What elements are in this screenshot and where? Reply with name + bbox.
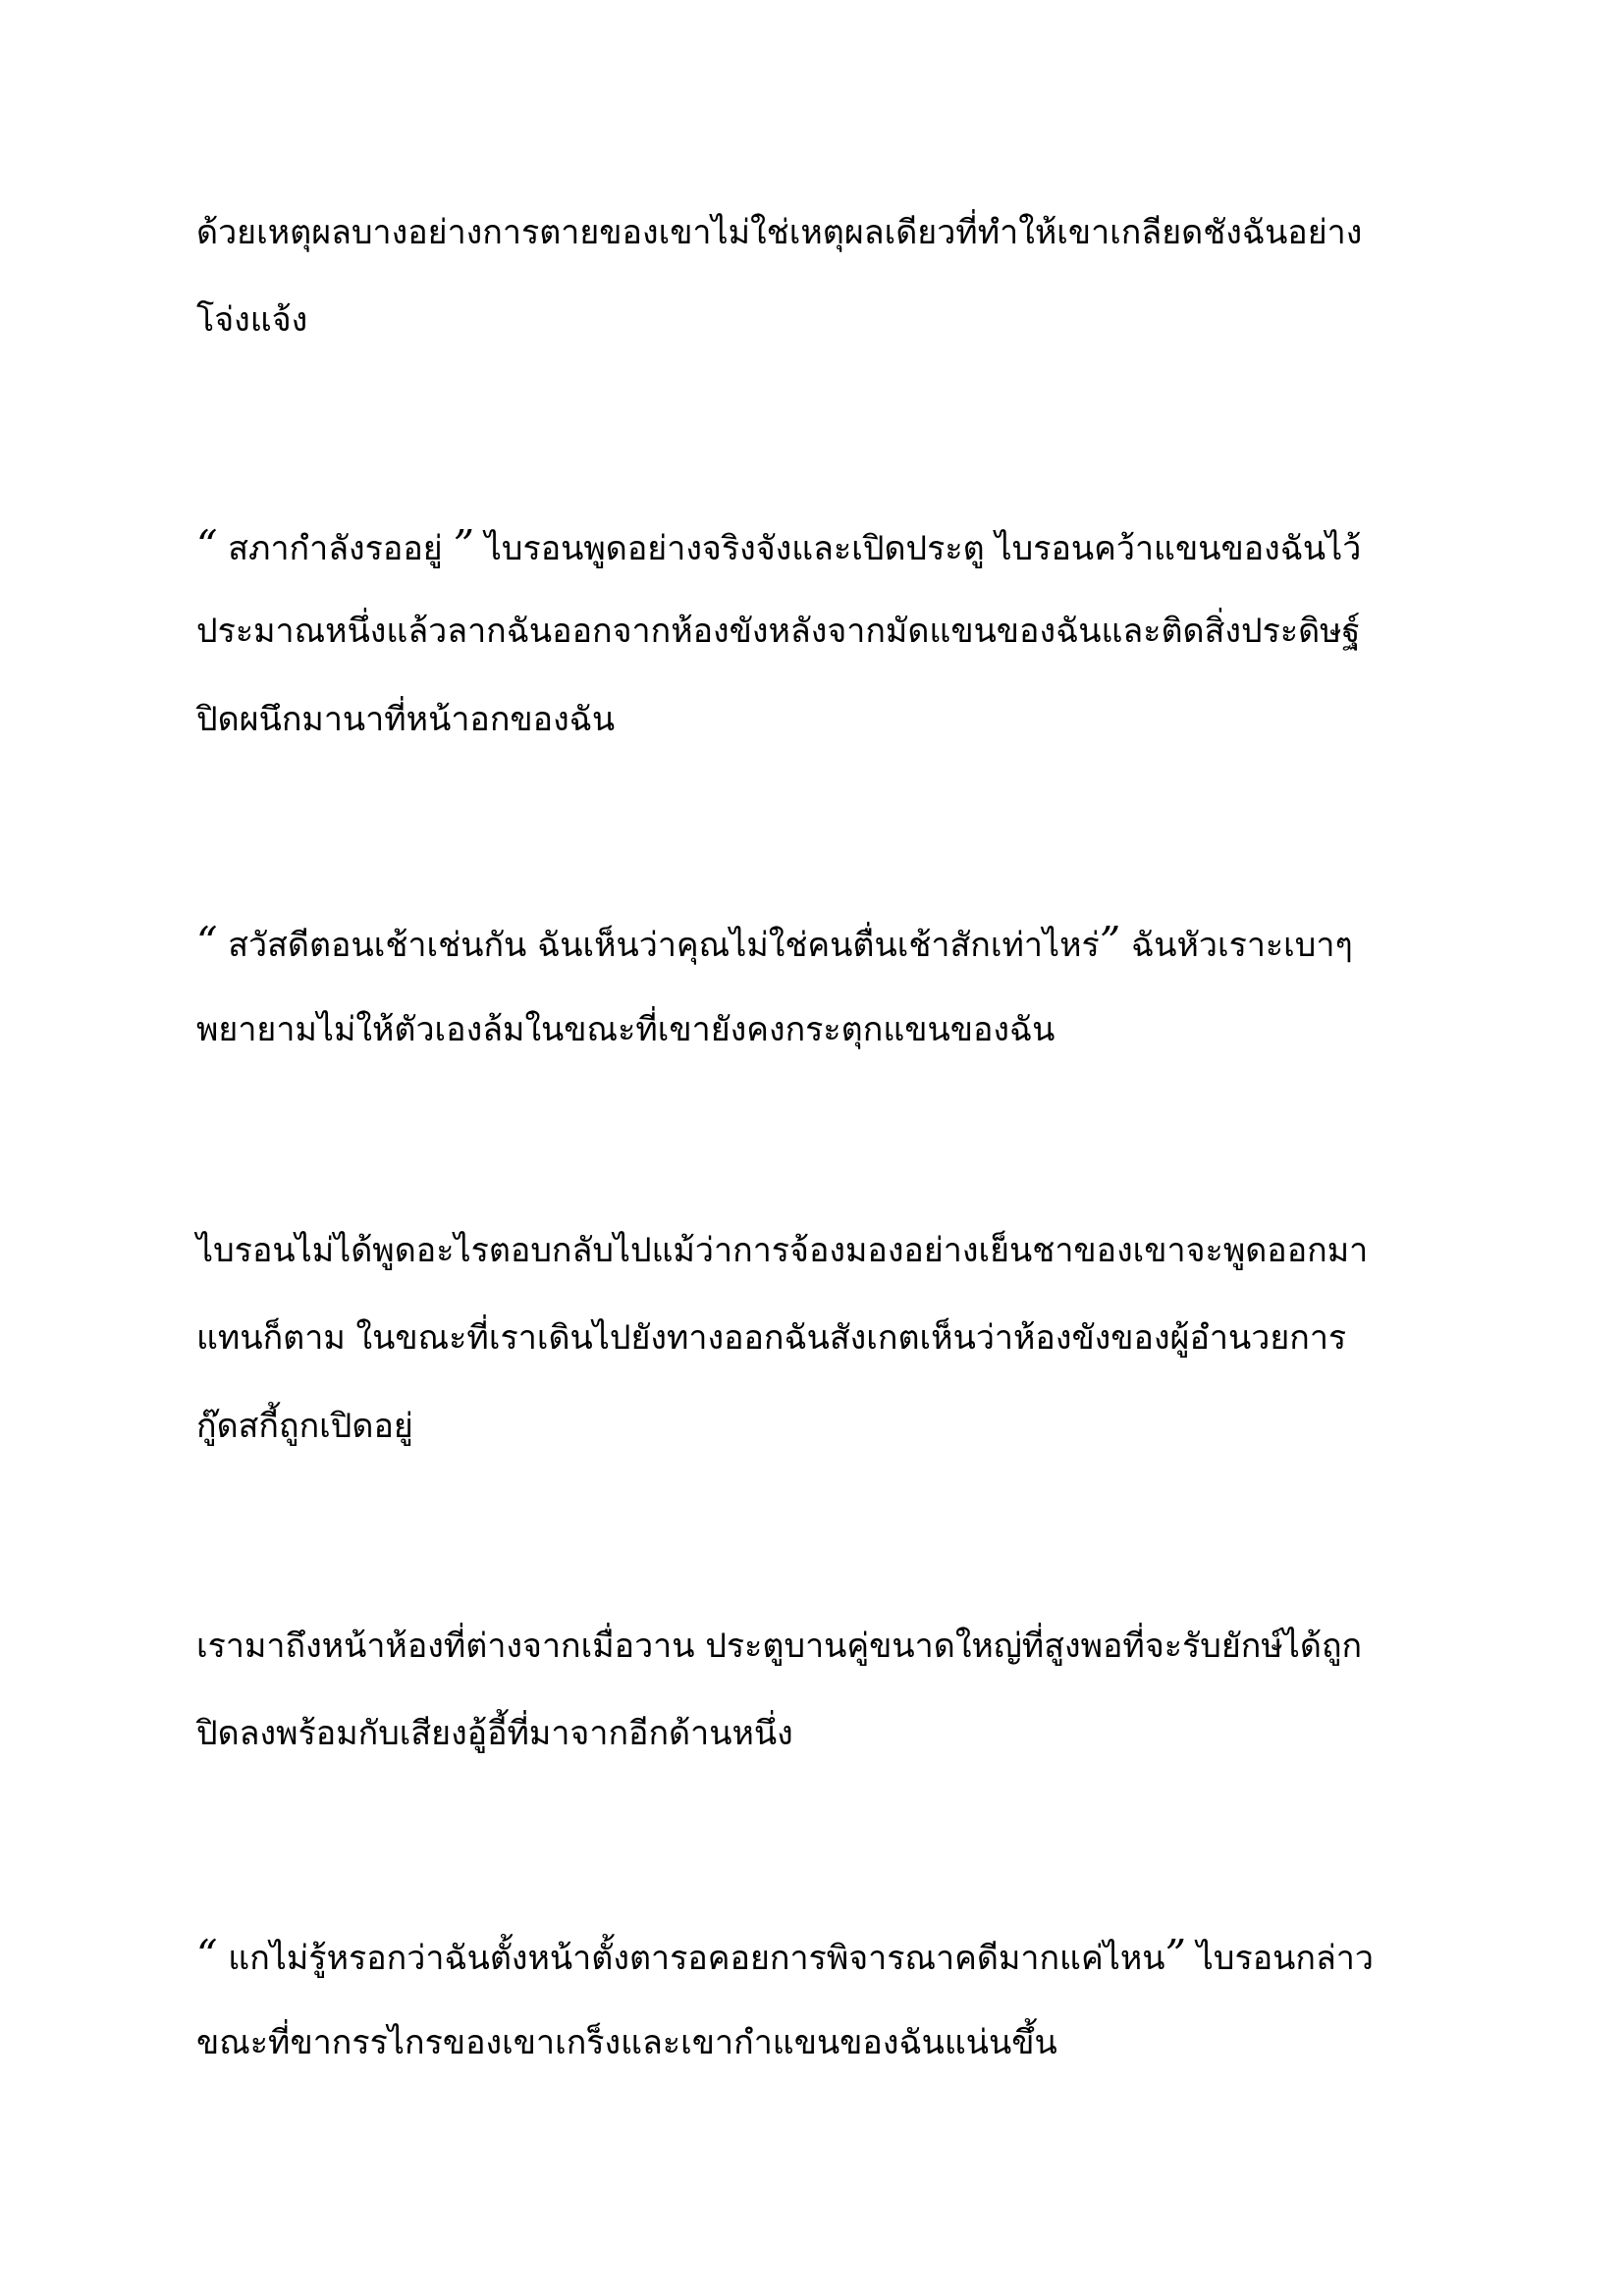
paragraph-2-line-1: “ สภากำลังรออยู่ ” ไบรอนพูดอย่างจริงจังและเปิดประตู ไบรอนคว้าแขนของฉันไว้ bbox=[196, 521, 1362, 569]
paragraph-1-line-1: ด้วยเหตุผลบางอย่างการตายของเขาไม่ใช่เหตุผลเดียวที่ทำให้เขาเกลียดชังฉันอย่าง bbox=[196, 213, 1363, 252]
paragraph-6-line-1: “ แกไม่รู้หรอกว่าฉันตั้งหน้าตั้งตารอคอยการพิจารณาคดีมากแค่ไหน” ไบรอนกล่าว bbox=[196, 1931, 1374, 1979]
paragraph-4-line-1: ไบรอนไม่ได้พูดอะไรตอบกลับไปแม้ว่าการจ้องมองอย่างเย็นชาของเขาจะพูดออกมา bbox=[196, 1231, 1369, 1270]
paragraph-2-line-2: ประมาณหนึ่งแล้วลากฉันออกจากห้องขังหลังจากมัดแขนของฉันและติดสิ่งประดิษฐ์ bbox=[196, 612, 1361, 651]
paragraph-4-line-2: แทนก็ตาม ในขณะที่เราเดินไปยังทางออกฉันสังเกตเห็นว่าห้องขังของผู้อำนวยการ bbox=[196, 1318, 1347, 1358]
paragraph-4-line-3: กู๊ดสกี้ถูกเปิดอยู่ bbox=[196, 1407, 413, 1446]
paragraph-3-line-2: พยายามไม่ให้ตัวเองล้มในขณะที่เขายังคงกระตุกแขนของฉัน bbox=[196, 1010, 1056, 1049]
paragraph-5-line-1: เรามาถึงหน้าห้องที่ต่างจากเมื่อวาน ประตูบานคู่ขนาดใหญ่ที่สูงพอที่จะรับยักษ์ได้ถูก bbox=[196, 1627, 1363, 1666]
paragraph-3-line-1: “ สวัสดีตอนเช้าเช่นกัน ฉันเห็นว่าคุณไม่ใช่คนตื่นเช้าสักเท่าไหร่” ฉันหัวเราะเบาๆ bbox=[196, 918, 1353, 966]
paragraph-1-line-2: โจ่งแจ้ง bbox=[196, 300, 308, 340]
paragraph-5-line-2: ปิดลงพร้อมกับเสียงอู้อี้ที่มาจากอีกด้านหนึ่ง bbox=[196, 1714, 793, 1753]
paragraph-6-line-2: ขณะที่ขากรรไกรของเขาเกร็งและเขากำแขนของฉันแน่นขึ้น bbox=[196, 2023, 1057, 2062]
paragraph-2-line-3: ปิดผนึกมานาที่หน้าอกของฉัน bbox=[196, 700, 616, 739]
